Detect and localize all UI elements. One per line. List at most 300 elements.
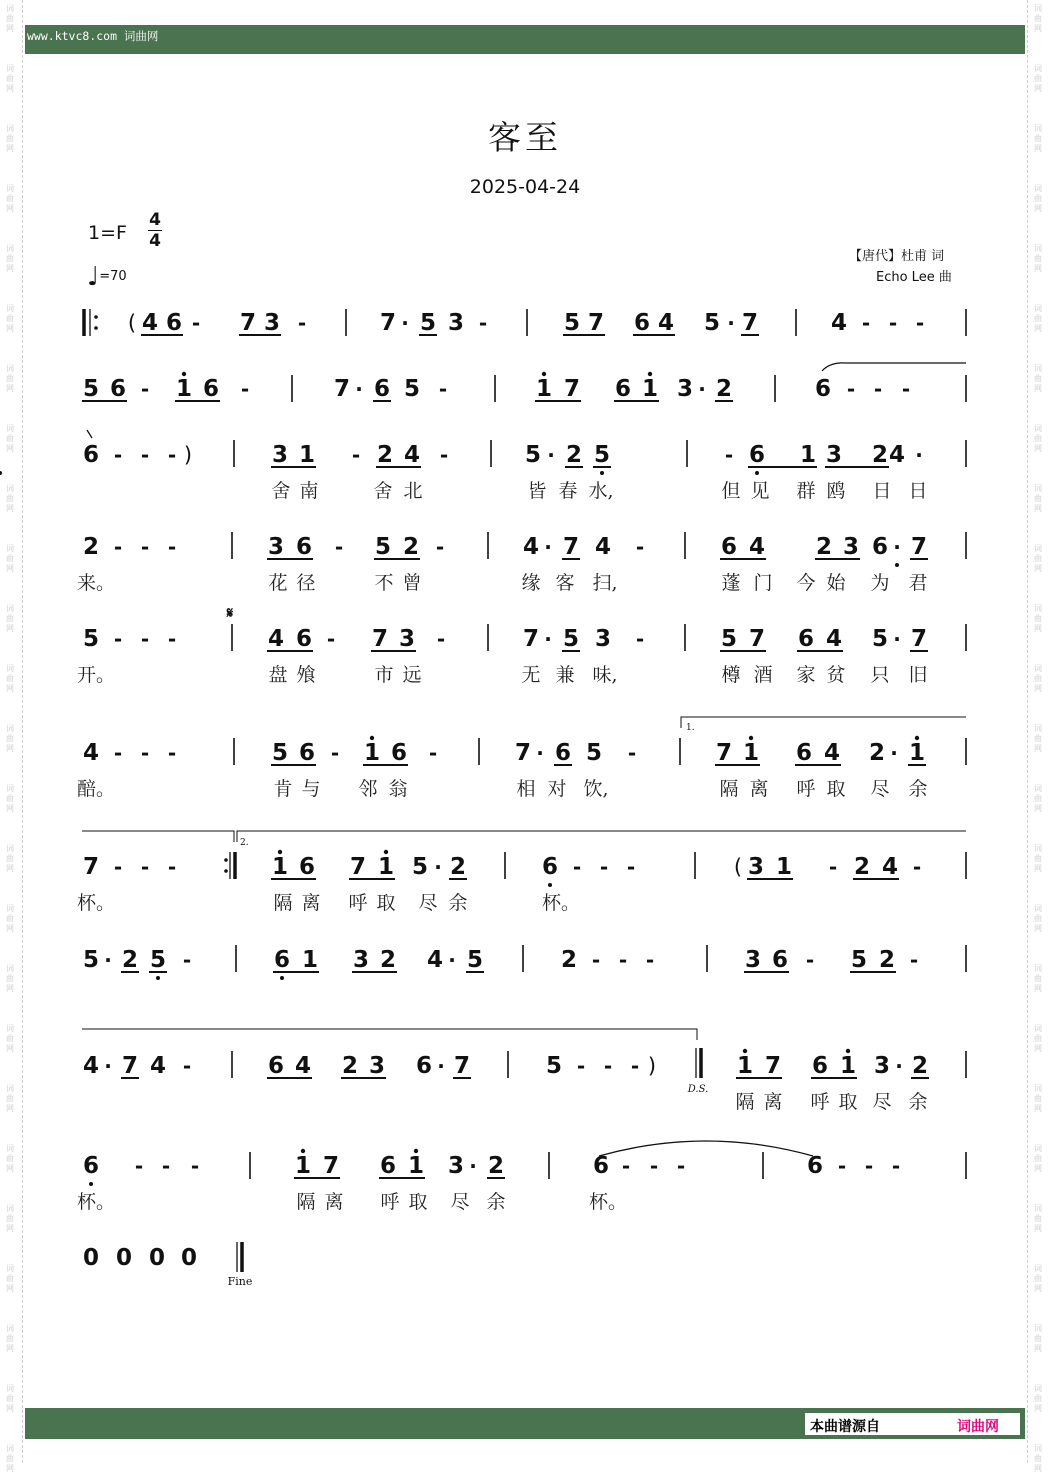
note-token: 7	[121, 1053, 139, 1079]
source-brand-link[interactable]: 词曲网	[957, 1419, 999, 1435]
note-token: 5	[703, 310, 721, 336]
octave-dot	[414, 1149, 418, 1153]
note-token: 2	[82, 534, 100, 560]
note-token: -	[676, 1154, 686, 1178]
watermark-text: 词 曲 网	[1034, 664, 1042, 693]
note-token: 3	[744, 947, 762, 973]
note-token: 5	[585, 740, 603, 766]
note-token: 7	[910, 534, 928, 560]
note-token: 5	[82, 376, 100, 402]
lyric-syllable: 饮,	[583, 778, 609, 800]
note-token: ·	[104, 948, 112, 972]
note-token: 3	[447, 310, 465, 336]
note-token: -	[113, 443, 123, 467]
note-token: 6	[541, 854, 559, 880]
segno-mark: 𝄋	[226, 604, 234, 622]
note-token: 4	[830, 310, 848, 336]
composer-credit: Echo Lee 曲	[876, 270, 952, 285]
note-token: 2	[871, 442, 889, 468]
lyrics-layer	[77, 480, 928, 1213]
note-token: 2	[878, 947, 896, 973]
note-token: 4	[748, 534, 766, 560]
note-token: -	[828, 855, 838, 879]
octave-dot-low	[895, 563, 899, 567]
watermark-text: 词 曲 网	[1034, 724, 1042, 753]
note-token: 2	[911, 1053, 929, 1079]
lyric-syllable: 酒	[753, 664, 773, 686]
note-token: 1	[363, 740, 381, 766]
note-token: 1	[407, 1153, 425, 1179]
watermark-text: 词 曲 网	[6, 964, 14, 993]
lyric-syllable: 水,	[588, 480, 614, 502]
lyric-syllable: 余	[448, 892, 468, 914]
note-token: 6	[165, 310, 183, 336]
note-token: 7	[741, 310, 759, 336]
note-token: 1	[736, 1053, 754, 1079]
note-token: ·	[893, 535, 901, 559]
octave-dot-low	[280, 976, 284, 980]
watermark-text: 词 曲 网	[1034, 64, 1042, 93]
note-token: 3	[594, 626, 612, 652]
note-token: ·	[434, 855, 442, 879]
note-token: 0	[82, 1245, 100, 1271]
note-token: 6	[295, 626, 313, 652]
note-token: 7	[910, 626, 928, 652]
lyric-syllable: 余	[486, 1191, 506, 1213]
note-token: 6	[771, 947, 789, 973]
repeat-start-sign	[84, 309, 98, 336]
octave-dot	[542, 372, 546, 376]
watermark-text: 词 曲 网	[1034, 784, 1042, 813]
tempo-value: =70	[99, 269, 127, 284]
note-token: -	[167, 535, 177, 559]
note-token: -	[438, 377, 448, 401]
lyric-syllable: 肯	[273, 778, 293, 800]
lyric-syllable: 对	[547, 778, 567, 800]
note-token: -	[621, 1154, 631, 1178]
lyric-syllable: 尽	[418, 892, 438, 914]
volta-2-label: 2.	[240, 838, 249, 848]
note-token: 7	[522, 626, 540, 652]
note-token: -	[645, 948, 655, 972]
note-token: 2	[487, 1153, 505, 1179]
note-token: 1	[908, 740, 926, 766]
note-token: ·	[547, 443, 555, 467]
lyric-syllable: 尽	[450, 1191, 470, 1213]
note-token: 7	[239, 310, 257, 336]
note-token: 5	[82, 626, 100, 652]
note-token: 5	[411, 854, 429, 880]
lyric-syllable: 群	[796, 480, 816, 502]
lyric-syllable: 舍	[271, 480, 291, 502]
note-token: ·	[536, 741, 544, 765]
note-token: -	[113, 855, 123, 879]
lyric-syllable: 旧	[908, 664, 928, 686]
watermark-text: 词 曲 网	[6, 1144, 14, 1173]
note-token: 6	[267, 1053, 285, 1079]
note-token: 5	[419, 310, 437, 336]
note-token: 1	[775, 854, 793, 880]
watermark-text: 词 曲 网	[6, 904, 14, 933]
watermark-text: 词 曲 网	[6, 484, 14, 513]
octave-dot-low	[0, 471, 2, 475]
watermark-text: 词 曲 网	[1034, 1264, 1042, 1293]
watermark-text: 词 曲 网	[1034, 604, 1042, 633]
lyric-syllable: 鸥	[826, 480, 846, 502]
lyric-syllable: 见	[750, 480, 770, 502]
note-token: 3	[352, 947, 370, 973]
note-token: -	[140, 443, 150, 467]
lyric-syllable: 门	[753, 572, 773, 594]
note-token: -	[478, 311, 488, 335]
lyric-syllable: 径	[296, 572, 316, 594]
lyric-syllable: 邻	[358, 778, 378, 800]
note-token: -	[140, 627, 150, 651]
note-token: 2	[853, 854, 871, 880]
note-token: -	[724, 443, 734, 467]
note-token: 0	[115, 1245, 133, 1271]
note-token: 1	[175, 376, 193, 402]
note-token: 3	[263, 310, 281, 336]
note-token: ·	[448, 948, 456, 972]
note-token: -	[167, 443, 177, 467]
note-token: -	[326, 627, 336, 651]
note-token: 4	[657, 310, 675, 336]
note-token: 7	[349, 854, 367, 880]
note-token: 1	[839, 1053, 857, 1079]
note-token: 6	[202, 376, 220, 402]
note-token: 6	[614, 376, 632, 402]
lyric-syllable: 尽	[872, 1091, 892, 1113]
note-token: 6	[109, 376, 127, 402]
watermark-text: 词 曲 网	[6, 1444, 14, 1473]
note-token: 5	[374, 534, 392, 560]
lyric-syllable: 取	[408, 1191, 428, 1213]
octave-dot-low	[548, 883, 552, 887]
note-token: 3	[447, 1153, 465, 1179]
note-token: ·	[355, 377, 363, 401]
watermark-text: 词 曲 网	[1034, 124, 1042, 153]
lyric-syllable: 尽	[870, 778, 890, 800]
lyric-syllable: 取	[376, 892, 396, 914]
lyric-syllable: 日	[872, 480, 892, 502]
watermark-text: 词 曲 网	[6, 124, 14, 153]
note-token: 5	[562, 626, 580, 652]
note-token: 2	[560, 947, 578, 973]
note-token: -	[436, 627, 446, 651]
lyric-syllable: 翁	[388, 778, 408, 800]
note-token: 7	[333, 376, 351, 402]
lyric-syllable: 日	[908, 480, 928, 502]
octave-dot	[370, 736, 374, 740]
note-token: 7	[322, 1153, 340, 1179]
lyric-syllable: 离	[324, 1191, 344, 1213]
note-token: ·	[727, 311, 735, 335]
note-token: -	[603, 1054, 613, 1078]
watermark-text: 词 曲 网	[6, 604, 14, 633]
note-token: )	[647, 1054, 657, 1078]
note-token: 2	[376, 442, 394, 468]
note-token: 6	[814, 376, 832, 402]
note-token: 7	[764, 1053, 782, 1079]
note-token: ·	[544, 535, 552, 559]
note-token: -	[182, 948, 192, 972]
watermark-text: 词 曲 网	[6, 184, 14, 213]
note-token: 6	[82, 442, 100, 468]
note-token: 7	[748, 626, 766, 652]
octave-dot	[846, 1049, 850, 1053]
ds-mark: D.S.	[687, 1084, 709, 1095]
note-token: ·	[893, 627, 901, 651]
note-token: 3	[368, 1053, 386, 1079]
note-token: 5	[271, 740, 289, 766]
watermark-text: 词 曲 网	[6, 1264, 14, 1293]
lyric-syllable: 春	[558, 480, 578, 502]
note-token: -	[599, 855, 609, 879]
lyric-syllable: 味,	[592, 664, 618, 686]
octave-dot	[182, 372, 186, 376]
note-token: 4	[149, 1053, 167, 1079]
note-token: 3	[398, 626, 416, 652]
note-token: 4	[294, 1053, 312, 1079]
note-token: -	[167, 627, 177, 651]
note-token: -	[618, 948, 628, 972]
fine-mark: Fine	[227, 1275, 253, 1288]
lyric-syllable: 市	[374, 664, 394, 686]
note-token: ·	[401, 311, 409, 335]
note-token: 6	[633, 310, 651, 336]
lyric-syllable: 隔	[296, 1191, 316, 1213]
lyric-syllable: 为	[870, 572, 890, 594]
note-token: -	[805, 948, 815, 972]
note-token: 4	[426, 947, 444, 973]
octave-dot-low	[156, 976, 160, 980]
watermark-text: 词 曲 网	[1034, 1384, 1042, 1413]
watermark-text: 词 曲 网	[6, 1204, 14, 1233]
lyric-syllable: 南	[299, 480, 319, 502]
volta-1-label: 1.	[686, 723, 695, 733]
lyricist-credit: 【唐代】杜甫 词	[849, 249, 945, 264]
note-token: -	[846, 377, 856, 401]
note-token: ·	[469, 1154, 477, 1178]
note-token: 4	[888, 442, 906, 468]
note-token: -	[439, 443, 449, 467]
note-token: 6	[379, 1153, 397, 1179]
watermark-text: 词 曲 网	[1034, 1324, 1042, 1353]
note-token: ·	[104, 1054, 112, 1078]
lyric-syllable: 蓬	[721, 572, 741, 594]
note-token: -	[576, 1054, 586, 1078]
note-token: ·	[890, 741, 898, 765]
note-token: -	[901, 377, 911, 401]
note-token: -	[591, 948, 601, 972]
note-token: -	[837, 1154, 847, 1178]
note-token: -	[635, 627, 645, 651]
note-token: -	[190, 1154, 200, 1178]
notes-layer	[0, 310, 929, 1271]
lyric-syllable: 来。	[76, 572, 116, 594]
watermark-text: 词 曲 网	[6, 844, 14, 873]
note-token: -	[113, 741, 123, 765]
note-token: -	[167, 741, 177, 765]
repeat-end-sign	[224, 852, 235, 879]
note-token: -	[873, 377, 883, 401]
lyric-syllable: 取	[838, 1091, 858, 1113]
note-token: 5	[720, 626, 738, 652]
note-token: 5	[403, 376, 421, 402]
note-token: 3	[267, 534, 285, 560]
watermark-text: 词 曲 网	[1034, 244, 1042, 273]
note-token: 4	[82, 740, 100, 766]
watermark-text: 词 曲 网	[6, 4, 14, 33]
lyric-syllable: 离	[301, 892, 321, 914]
note-token: 4	[403, 442, 421, 468]
note-token: 7	[562, 534, 580, 560]
note-token: -	[140, 535, 150, 559]
lyric-syllable: 舍	[373, 480, 393, 502]
note-token: ·	[544, 627, 552, 651]
note-token: -	[861, 311, 871, 335]
watermark-text: 词 曲 网	[1034, 364, 1042, 393]
note-token: 3	[825, 442, 843, 468]
lyric-syllable: 呼	[796, 778, 816, 800]
site-url[interactable]: www.ktvc8.com 词曲网	[27, 29, 159, 43]
watermark-text: 词 曲 网	[6, 64, 14, 93]
note-token: 3	[842, 534, 860, 560]
lyric-syllable: 取	[826, 778, 846, 800]
octave-dot	[915, 736, 919, 740]
watermark-text: 词 曲 网	[6, 1384, 14, 1413]
note-token: 6	[797, 626, 815, 652]
note-token: 5	[850, 947, 868, 973]
lyric-syllable: 不	[374, 572, 394, 594]
lyric-syllable: 杯。	[588, 1191, 628, 1213]
note-token: -	[912, 855, 922, 879]
octave-dot	[301, 1149, 305, 1153]
note-token: 1	[377, 854, 395, 880]
watermark-text: 词 曲 网	[1034, 1024, 1042, 1053]
note-token: 1	[742, 740, 760, 766]
key-signature: 1=F	[88, 222, 127, 244]
note-token: -	[888, 311, 898, 335]
note-token: 1	[535, 376, 553, 402]
time-signature-top: 4	[149, 210, 161, 230]
lyric-syllable: 始	[826, 572, 846, 594]
watermark-text: 词 曲 网	[6, 664, 14, 693]
note-token: -	[334, 535, 344, 559]
lyric-syllable: 贫	[826, 664, 846, 686]
watermark-text: 词 曲 网	[1034, 304, 1042, 333]
note-token: 4	[823, 740, 841, 766]
lyric-syllable: 隔	[735, 1091, 755, 1113]
lyric-syllable: 与	[301, 778, 321, 800]
lyric-syllable: 曾	[402, 572, 422, 594]
lyric-syllable: 呼	[380, 1191, 400, 1213]
note-token: -	[635, 535, 645, 559]
note-token: -	[864, 1154, 874, 1178]
bracket-lines	[82, 1029, 697, 1040]
watermark-text: 词 曲 网	[6, 1324, 14, 1353]
octave-dot	[648, 372, 652, 376]
note-token: -	[351, 443, 361, 467]
note-token: -	[626, 855, 636, 879]
note-token: 2	[341, 1053, 359, 1079]
lyric-syllable: 樽	[721, 664, 741, 686]
lyric-syllable: 杯。	[76, 1191, 116, 1213]
note-token: 6	[806, 1153, 824, 1179]
octave-dot-low	[600, 471, 604, 475]
octave-dot-low	[755, 471, 759, 475]
watermark-text: 词 曲 网	[1034, 1144, 1042, 1173]
watermark-text: 词 曲 网	[1034, 424, 1042, 453]
note-token: -	[240, 377, 250, 401]
note-token: -	[891, 1154, 901, 1178]
note-token: 4	[141, 310, 159, 336]
note-token: 2	[815, 534, 833, 560]
note-token: 7	[82, 854, 100, 880]
note-token: 6	[748, 442, 766, 468]
lyric-syllable: 杯。	[541, 892, 581, 914]
note-token: 7	[563, 376, 581, 402]
note-token: 6	[82, 1153, 100, 1179]
watermark-text: 词 曲 网	[6, 304, 14, 333]
note-token: 3	[271, 442, 289, 468]
note-token: (	[127, 311, 137, 335]
lyric-syllable: 兼	[555, 664, 575, 686]
watermark-text: 词 曲 网	[1034, 484, 1042, 513]
lyric-syllable: 相	[516, 778, 536, 800]
note-token: 4	[82, 1053, 100, 1079]
lyric-syllable: 君	[908, 572, 928, 594]
lyric-syllable: 醅。	[76, 778, 116, 800]
note-token: 6	[415, 1053, 433, 1079]
watermark-text: 词 曲 网	[6, 1084, 14, 1113]
watermark-text: 词 曲 网	[1034, 1084, 1042, 1113]
note-token: 6	[373, 376, 391, 402]
octave-dot	[749, 736, 753, 740]
note-token: 4	[522, 534, 540, 560]
note-token: 3	[676, 376, 694, 402]
note-token: 2	[379, 947, 397, 973]
lyric-syllable: 只	[870, 664, 890, 686]
note-token: -	[649, 1154, 659, 1178]
note-token: 2	[565, 442, 583, 468]
note-token: 6	[390, 740, 408, 766]
watermark-text: 词 曲 网	[1034, 844, 1042, 873]
watermark-text: 词 曲 网	[1034, 184, 1042, 213]
note-token: 1	[301, 947, 319, 973]
lyric-syllable: 无	[521, 664, 541, 686]
note-token: 5	[593, 442, 611, 468]
note-token: 2	[121, 947, 139, 973]
watermark-text: 词 曲 网	[6, 244, 14, 273]
note-token: 0	[148, 1245, 166, 1271]
note-token: 2	[715, 376, 733, 402]
lyric-syllable: 缘	[521, 572, 541, 594]
note-token: -	[627, 741, 637, 765]
octave-dot	[384, 850, 388, 854]
note-token: 6	[273, 947, 291, 973]
note-token: 0	[180, 1245, 198, 1271]
note-token: ·	[915, 443, 923, 467]
lyric-syllable: 客	[555, 572, 575, 594]
lyric-syllable: 扫,	[592, 572, 618, 594]
lyric-syllable: 飧	[296, 664, 316, 686]
lyric-syllable: 皆	[527, 480, 547, 502]
lyric-syllable: 远	[402, 664, 422, 686]
note-token: -	[909, 948, 919, 972]
note-token: 2	[402, 534, 420, 560]
